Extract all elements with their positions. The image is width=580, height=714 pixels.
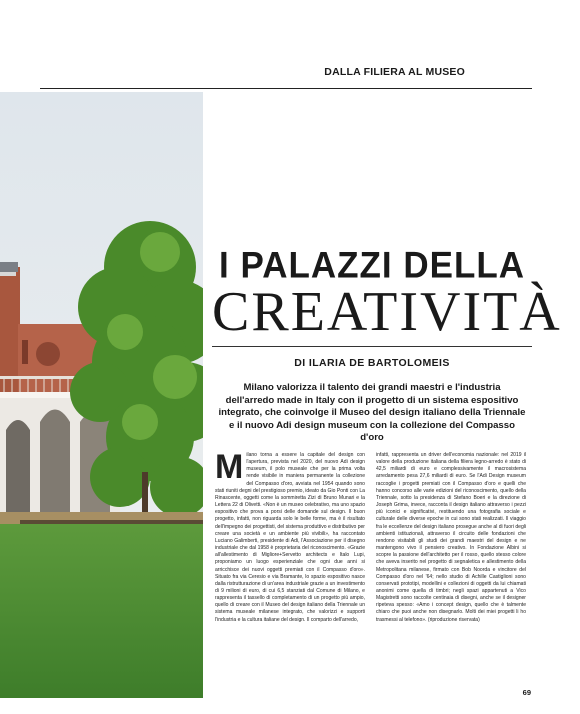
body-column-1: [215, 452, 365, 698]
body-text-2: infatti, rappresenta un driver dell'economia nazionale: nel 2019 il valore della produzione italiana della filiera legno-arredo è stato di 42,5 miliardi di euro e complessivamente il macrosistema arredamento pesa 27,6 miliardi di euro. Se l'Adi Design museum raccoglie i progetti premiati con il Compasso d'oro e quelli che hanno concorso alle varie edizioni del riconoscimento, quello della Triennale, sotto la presidenza di Stefano Boeri e la direzione di Joseph Grima, invece, racconta il design italiano attraverso i pezzi più iconici e significativi, restituendo una fotografia sociale e culturale delle diverse epoche in cui sono stati realizzati. Il viaggio fra le eccellenze del design italiano prosegue anche al di fuori degli ambienti istituzionali, attraverso il circuito delle fondazioni che rendono visitabili gli studi dei grandi maestri del design e ne mantengono vivo il pensiero creativo. In Fondazione Albini si scopre la passione dell'architetto per il rosso, quello stesso colore che aveva inserito nel progetto di segnaletica e allestimento della Metropolitana milanese, firmato con Bob Noorda e vincitore del Compasso d'oro nel '64; nello studio di Achille Castiglioni sono conservati prototipi, modellini e collezioni di oggetti da lui chiamati anonimi come quella di timbri; negli spazi appartenuti a Vico Magistretti sono raccolte centinaia di disegni, anche se il designer ripeteva spesso: «Amo i concept design, quello che è talmente chiaro che puoi anche non disegnarlo. Molti dei miei progetti li ho trasmessi al telefono». (riproduzione riservata): [376, 452, 526, 623]
drop-cap: M: [215, 452, 244, 486]
headline-line-1: I PALAZZI DELLA: [219, 244, 525, 287]
page-number: 69: [522, 688, 531, 697]
article-photo: [0, 92, 203, 698]
standfirst: Milano valorizza il talento dei grandi maestri e l'industria dell'arredo made in Italy con il progetto di un sistema espositivo integrato, che coinvolge il Museo del design italiano della Triennale e il nuovo Adi design museum con la collezione del Compasso d'oro: [218, 382, 526, 443]
byline: DI ILARIA DE BARTOLOMEIS: [294, 357, 450, 369]
headline-rule: [212, 346, 532, 347]
headline-line-2: CREATIVITÀ: [212, 281, 562, 343]
section-header: DALLA FILIERA AL MUSEO: [324, 66, 465, 78]
body-text-1: ilano torna a essere la capitale del design con l'apertura, prevista nel 2020, del nuovo Adi design museum, il polo museale che per la prima volta rende visibile in maniera permanente la collezione del Compasso d'oro, avviata nel 1954 quando sono stati riuniti degni del prestigioso premio, ideato da Gio Ponti con La Rinascente, oggetti come la sommiretta Zizi di Bruno Munari e la Lettera 22 di Olivetti. «Non è un museo celebrativo, ma uno spazio espositivo che prova a porsi delle domande sul design. Il buon progetto, infatti, non riguarda solo le belle forme, ma è il risultato dell'impegno dei progettisti, del sistema produttivo e distributivo per creare una società e un ambiente più vivibili», ha raccontato Luciano Galimberti, presidente di Adi, l'Associazione per il disegno industriale che dal 1958 è proprietaria del riconoscimento. «Grazie all'allestimento di Migliore+Servetto architects e Italo Lupi, proponiamo un luogo esperienziale che ogni due anni si arricchisce dei nuovi oggetti premiati con il Compasso d'oro». Situato fra via Ceresio e via Bramante, lo spazio espositivo nasce dalla ristrutturazione di un'area industriale grazie a un investimento di 9 milioni di euro, di cui 6,5 stanziati dal Comune di Milano, e rappresenta il tassello di completamento di un progetto più ampio, quello di creare con il Museo del design italiano della Triennale un sistema museale milanese integrato, che valorizzi e supporti l'industria e la cultura italiane del design. Il comparto dell'arredo,: [215, 452, 365, 623]
header-rule: [40, 88, 532, 89]
body-column-2: [376, 452, 526, 698]
museum-photo-illustration: [0, 92, 203, 698]
